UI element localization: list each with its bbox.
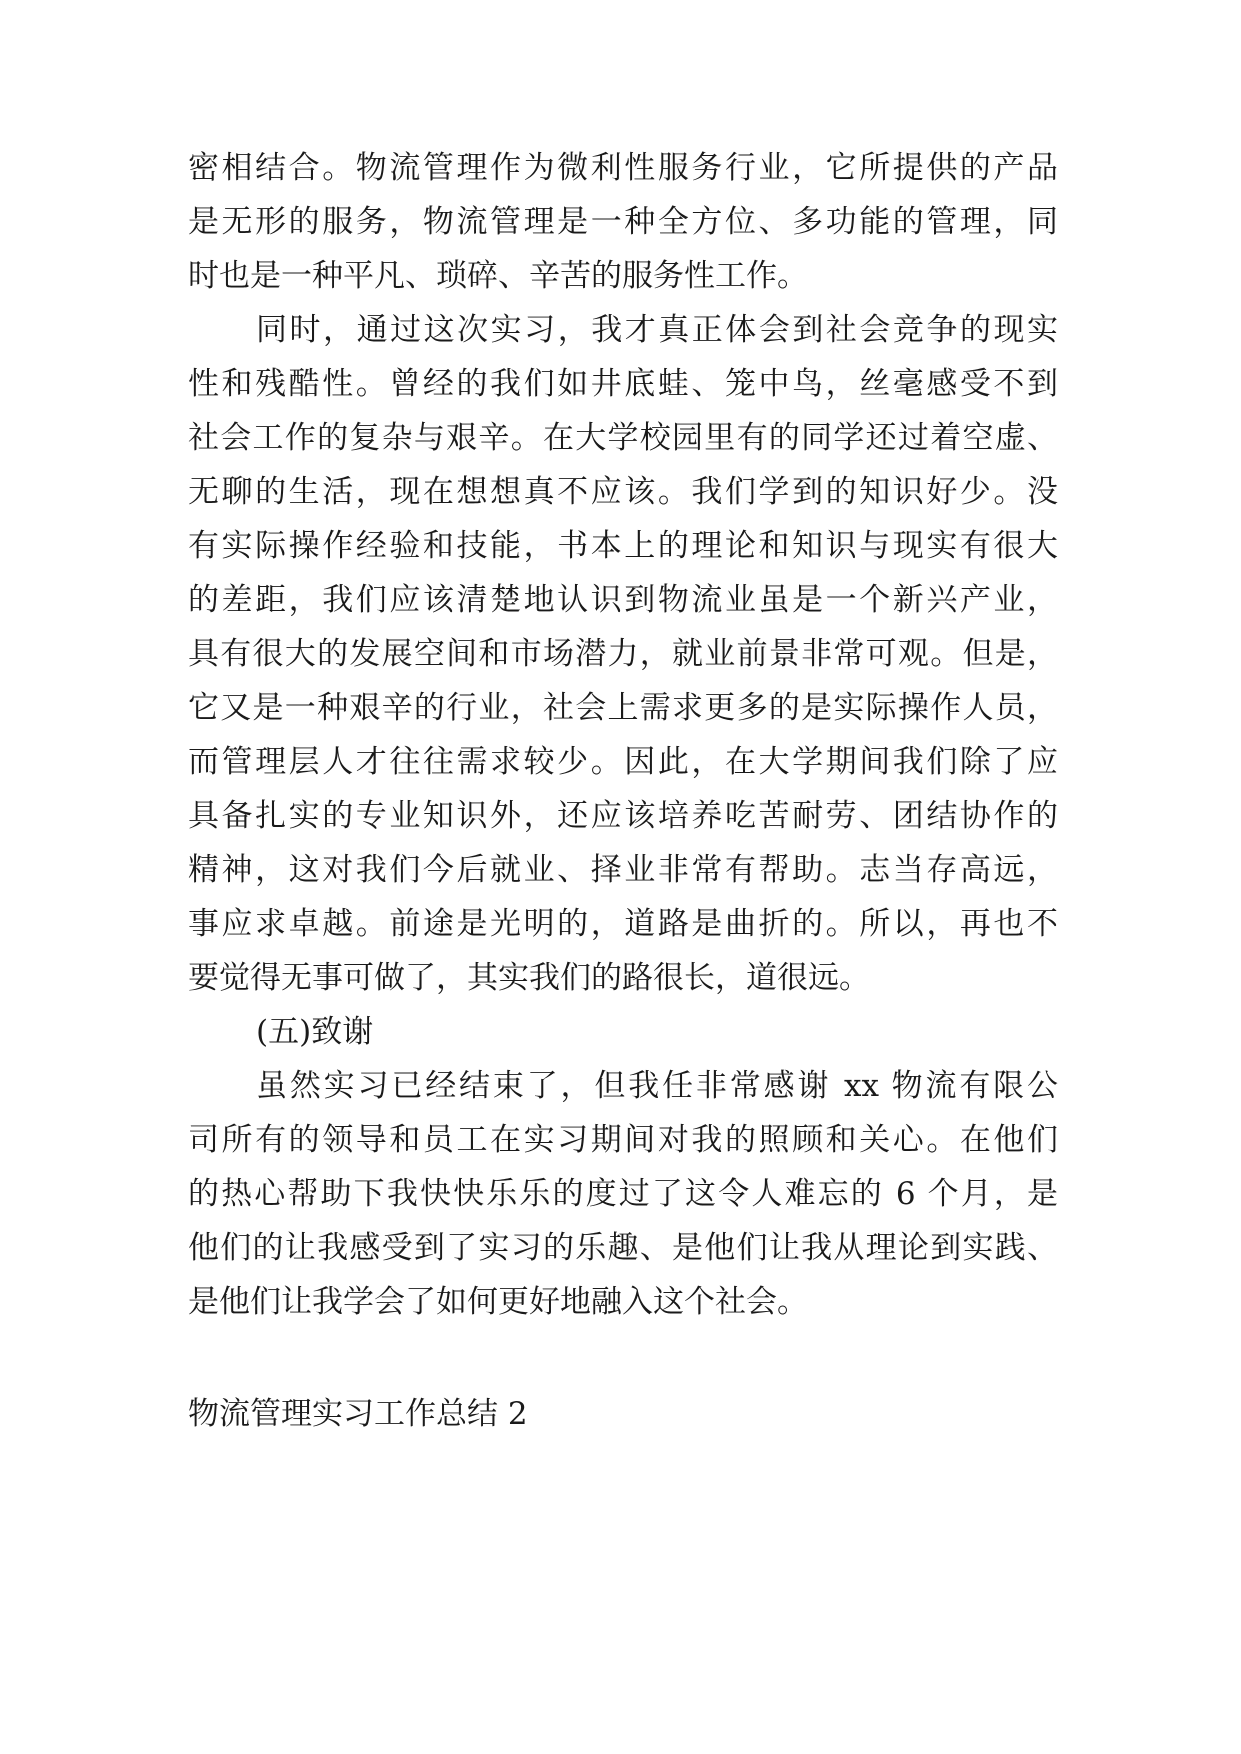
paragraph-line: 具有很大的发展空间和市场潜力，就业前景非常可观。但是，: [188, 636, 1058, 672]
paragraph-line: 虽然实习已经结束了，但我任非常感谢 xx 物流有限公: [256, 1068, 1058, 1104]
section-title: 物流管理实习工作总结 2: [188, 1396, 528, 1432]
paragraph-line: 同时，通过这次实习，我才真正体会到社会竞争的现实: [256, 312, 1058, 348]
paragraph-line: 是他们让我学会了如何更好地融入这个社会。: [188, 1284, 808, 1320]
paragraph-line: 有实际操作经验和技能，书本上的理论和知识与现实有很大: [188, 528, 1058, 564]
paragraph-line: 而管理层人才往往需求较少。因此，在大学期间我们除了应: [188, 744, 1058, 780]
paragraph-line: 要觉得无事可做了，其实我们的路很长，道很远。: [188, 960, 870, 996]
paragraph-line: 的差距，我们应该清楚地认识到物流业虽是一个新兴产业，: [188, 582, 1058, 618]
paragraph-line: 他们的让我感受到了实习的乐趣、是他们让我从理论到实践、: [188, 1230, 1058, 1266]
section-heading: (五)致谢: [256, 1014, 374, 1050]
paragraph-line: 它又是一种艰辛的行业，社会上需求更多的是实际操作人员，: [188, 690, 1058, 726]
paragraph-line: 无聊的生活，现在想想真不应该。我们学到的知识好少。没: [188, 474, 1058, 510]
paragraph-line: 事应求卓越。前途是光明的，道路是曲折的。所以，再也不: [188, 906, 1058, 942]
paragraph-line: 司所有的领导和员工在实习期间对我的照顾和关心。在他们: [188, 1122, 1058, 1158]
paragraph-line: 社会工作的复杂与艰辛。在大学校园里有的同学还过着空虚、: [188, 420, 1058, 456]
paragraph-line: 密相结合。物流管理作为微利性服务行业，它所提供的产品: [188, 150, 1058, 186]
paragraph-line: 精神，这对我们今后就业、择业非常有帮助。志当存高远，: [188, 852, 1058, 888]
paragraph-line: 的热心帮助下我快快乐乐的度过了这令人难忘的 6 个月，是: [188, 1176, 1058, 1212]
paragraph-line: 具备扎实的专业知识外，还应该培养吃苦耐劳、团结协作的: [188, 798, 1058, 834]
paragraph-line: 性和残酷性。曾经的我们如井底蛙、笼中鸟，丝毫感受不到: [188, 366, 1058, 402]
paragraph-line: 时也是一种平凡、琐碎、辛苦的服务性工作。: [188, 258, 808, 294]
paragraph-line: 是无形的服务，物流管理是一种全方位、多功能的管理，同: [188, 204, 1058, 240]
